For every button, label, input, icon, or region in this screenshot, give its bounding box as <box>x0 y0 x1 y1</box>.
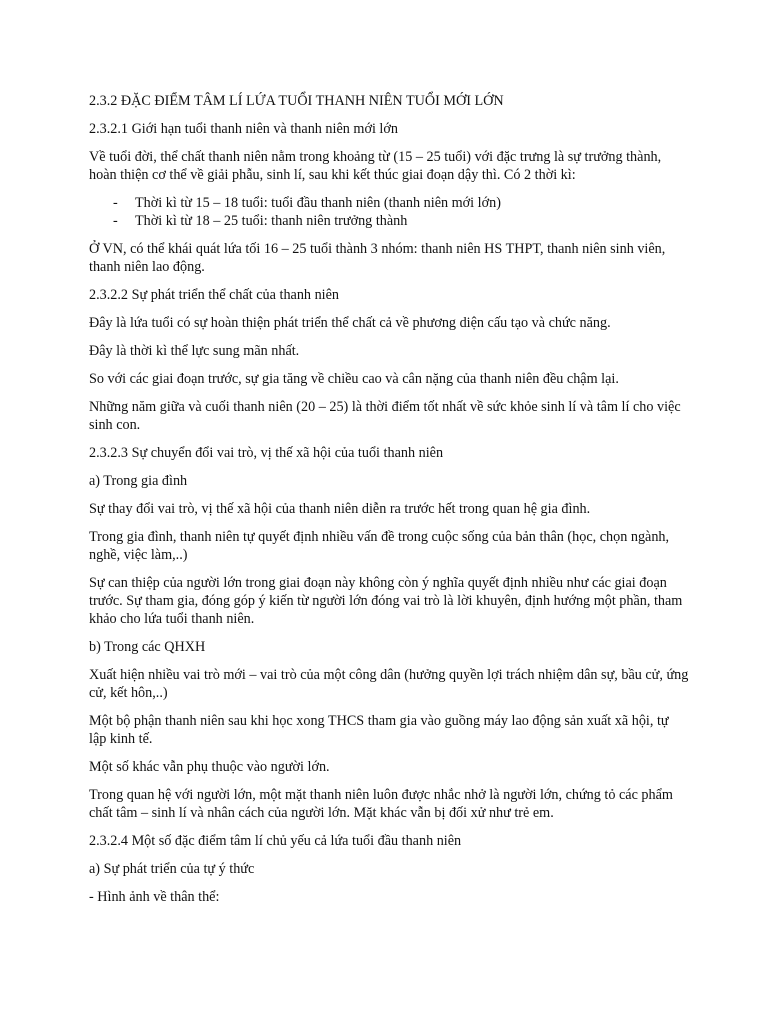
subsection-heading-a: a) Trong gia đình <box>89 473 188 489</box>
subsection-heading-b: b) Trong các QHXH <box>89 639 206 655</box>
list-item-text: Thời kì từ 15 – 18 tuổi: tuổi đầu thanh niên (thanh niên mới lớn) <box>135 195 501 211</box>
paragraph: Một số khác vẫn phụ thuộc vào người lớn. <box>89 759 330 775</box>
paragraph: Đây là lứa tuổi có sự hoàn thiện phát triển thể chất cả về phương diện cấu tạo và chức năng. <box>89 315 611 331</box>
paragraph: Trong quan hệ với người lớn, một mặt thanh niên luôn được nhắc nhở là người lớn, chứng tỏ các phẩm chất tâm – sinh lí và nhân cách của người lớn. Mặt khác vẫn bị đối xử như trẻ em. <box>89 787 673 821</box>
paragraph: Một bộ phận thanh niên sau khi học xong THCS tham gia vào guồng máy lao động sản xuất xã hội, tự lập kinh tế. <box>89 713 669 747</box>
list-item-text: Thời kì từ 18 – 25 tuổi: thanh niên trưởng thành <box>135 213 408 229</box>
paragraph: Trong gia đình, thanh niên tự quyết định nhiều vấn đề trong cuộc sống của bản thân (học, chọn ngành, nghề, việc làm,..) <box>89 529 670 563</box>
document-title: 2.3.2 ĐẶC ĐIỂM TÂM LÍ LỨA TUỔI THANH NIÊN TUỔI MỚI LỚN <box>89 93 504 109</box>
paragraph: Sự thay đổi vai trò, vị thế xã hội của thanh niên diễn ra trước hết trong quan hệ gia đình. <box>89 501 591 517</box>
subsection-heading-a: a) Sự phát triển của tự ý thức <box>89 861 255 877</box>
section-heading-2-3-2-2: 2.3.2.2 Sự phát triển thể chất của thanh niên <box>89 287 339 303</box>
section-heading-2-3-2-1: 2.3.2.1 Giới hạn tuổi thanh niên và thanh niên mới lớn <box>89 121 398 137</box>
paragraph: Những năm giữa và cuối thanh niên (20 – 25) là thời điểm tốt nhất về sức khỏe sinh lí và tâm lí cho việc sinh con. <box>89 399 681 433</box>
list-item <box>89 212 689 230</box>
paragraph: So với các giai đoạn trước, sự gia tăng về chiều cao và cân nặng của thanh niên đều chậm lại. <box>89 371 619 387</box>
paragraph: Đây là thời kì thể lực sung mãn nhất. <box>89 343 300 359</box>
paragraph: Sự can thiệp của người lớn trong giai đoạn này không còn ý nghĩa quyết định nhiều như các giai đoạn trước. Sự tham gia, đóng góp ý kiến từ người lớn đóng vai trò là lời khuyên, định hướng một phần, tham khảo cho lứa tuổi thanh niên. <box>89 575 683 627</box>
section-heading-2-3-2-3: 2.3.2.3 Sự chuyển đổi vai trò, vị thế xã hội của tuổi thanh niên <box>89 445 444 461</box>
period-list <box>89 194 689 230</box>
list-bullet: - <box>113 213 118 229</box>
document-page <box>89 92 689 916</box>
paragraph: Xuất hiện nhiều vai trò mới – vai trò của một công dân (hưởng quyền lợi trách nhiệm dân sự, bầu cử, ứng cử, kết hôn,..) <box>89 667 689 701</box>
paragraph: - Hình ảnh về thân thể: <box>89 889 220 905</box>
list-item <box>89 194 689 212</box>
paragraph: Về tuổi đời, thể chất thanh niên nằm trong khoảng từ (15 – 25 tuổi) với đặc trưng là sự trưởng thành, hoàn thiện cơ thể về giải phẫu, sinh lí, sau khi kết thúc giai đoạn dậy thì. Có 2 thời kì: <box>89 149 662 183</box>
section-heading-2-3-2-4: 2.3.2.4 Một số đặc điểm tâm lí chủ yếu cả lứa tuổi đầu thanh niên <box>89 833 462 849</box>
paragraph: Ở VN, có thể khái quát lứa tối 16 – 25 tuổi thành 3 nhóm: thanh niên HS THPT, thanh niên sinh viên, thanh niên lao động. <box>89 241 666 275</box>
list-bullet: - <box>113 195 118 211</box>
